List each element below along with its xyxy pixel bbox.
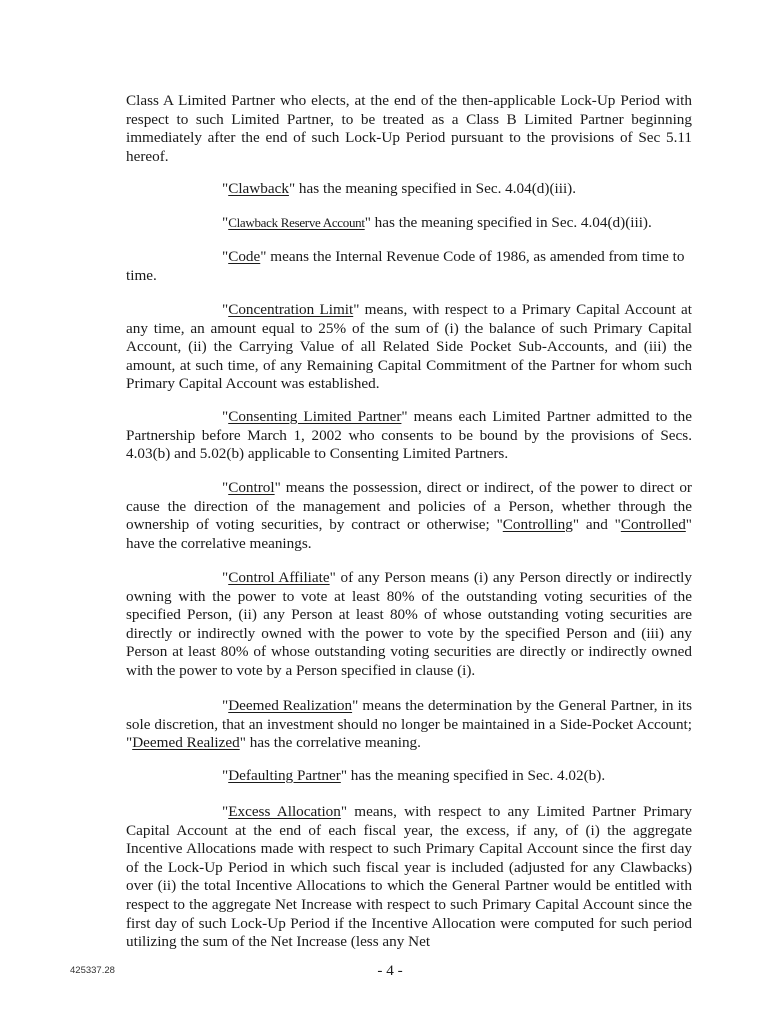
definition-excess-allocation: "Excess Allocation" means, with respect to any Limited Partner Primary Capital Account at the end of each fiscal year, the excess, if any, of (i) the aggregate Incentive Allocations made with respect to such Primary Capital Account since the first day of the Lock-Up Period in which such fiscal year is included (adjusted for any Clawbacks) over (ii) the total Incentive Allocations to which the General Partner would be entitled with respect to the aggregate Net Increase with respect to such Primary Capital Account since the first day of such Lock-Up Period if the Incentive Allocation were computed for such period utilizing the sum of the Net Increase (less any Net: [126, 803, 692, 951]
term-defaulting-partner: Defaulting Partner: [228, 767, 341, 784]
term-code: Code: [228, 248, 261, 265]
term-controlled: Controlled: [620, 516, 686, 534]
term-excess-allocation: Excess Allocation: [228, 803, 341, 820]
term-concentration-limit: Concentration Limit: [228, 301, 354, 318]
definition-deemed-realization: "Deemed Realization" means the determination by the General Partner, in its sole discretion, that an investment should no longer be maintained in a Side-Pocket Account; "Deemed Realized" has the correlative meaning.: [126, 697, 692, 752]
term-deemed-realization: Deemed Realization: [228, 697, 353, 714]
term-deemed-realized: Deemed Realized: [132, 734, 240, 752]
continuation-paragraph: Class A Limited Partner who elects, at the end of the then-applicable Lock-Up Period with respect to such Limited Partner, to be treated as a Class B Limited Partner beginning immediately after the end of such Lock-Up Period pursuant to the provisions of Sec 5.11 hereof.: [126, 92, 692, 165]
term-controlling: Controlling: [502, 516, 573, 534]
term-consenting-limited-partner: Consenting Limited Partner: [228, 408, 402, 425]
definition-consenting-limited-partner: "Consenting Limited Partner" means each Limited Partner admitted to the Partnership before March 1, 2002 who consents to be bound by the provisions of Secs. 4.03(b) and 5.02(b) applicable to Consenting Limited Partners.: [126, 408, 692, 463]
definition-concentration-limit: "Concentration Limit" means, with respect to a Primary Capital Account at any time, an amount equal to 25% of the sum of (i) the balance of such Primary Capital Account, (ii) the Carrying Value of all Related Side Pocket Sub-Accounts, and (iii) the amount, at such time, of any Remaining Capital Commitment of the Partner for whom such Primary Capital Account was established.: [126, 301, 692, 393]
term-control-affiliate: Control Affiliate: [228, 569, 330, 586]
document-id: 425337.28: [70, 965, 115, 976]
definition-defaulting-partner: "Defaulting Partner" has the meaning specified in Sec. 4.02(b).: [222, 767, 606, 784]
page-number: - 4 -: [377, 962, 403, 979]
term-control: Control: [228, 479, 275, 496]
definition-clawback-reserve-account: "Clawback Reserve Account" has the meaning specified in Sec. 4.04(d)(iii).: [222, 214, 652, 231]
definition-control-affiliate: "Control Affiliate" of any Person means (i) any Person directly or indirectly owning with the power to vote at least 80% of the outstanding voting securities of the specified Person, (ii) any Person at least 80% of whose outstanding voting securities are directly or indirectly owned with the power to vote by the specified Person and (iii) any Person at least 80% of whose outstanding voting securities are directly or indirectly owned with the power to vote by a Person specified in clause (i).: [126, 569, 692, 679]
term-clawback: Clawback: [228, 180, 289, 197]
definition-control: "Control" means the possession, direct or indirect, of the power to direct or cause the direction of the management and policies of a Person, whether through the ownership of voting securities, by contract or otherwise; "Controlling" and "Controlled" have the correlative meanings.: [126, 479, 692, 552]
definition-clawback: "Clawback" has the meaning specified in Sec. 4.04(d)(iii).: [222, 180, 577, 197]
definition-code: "Code" means the Internal Revenue Code of 1986, as amended from time to time.: [126, 248, 685, 284]
term-clawback-reserve-account: Clawback Reserve Account: [228, 215, 365, 230]
